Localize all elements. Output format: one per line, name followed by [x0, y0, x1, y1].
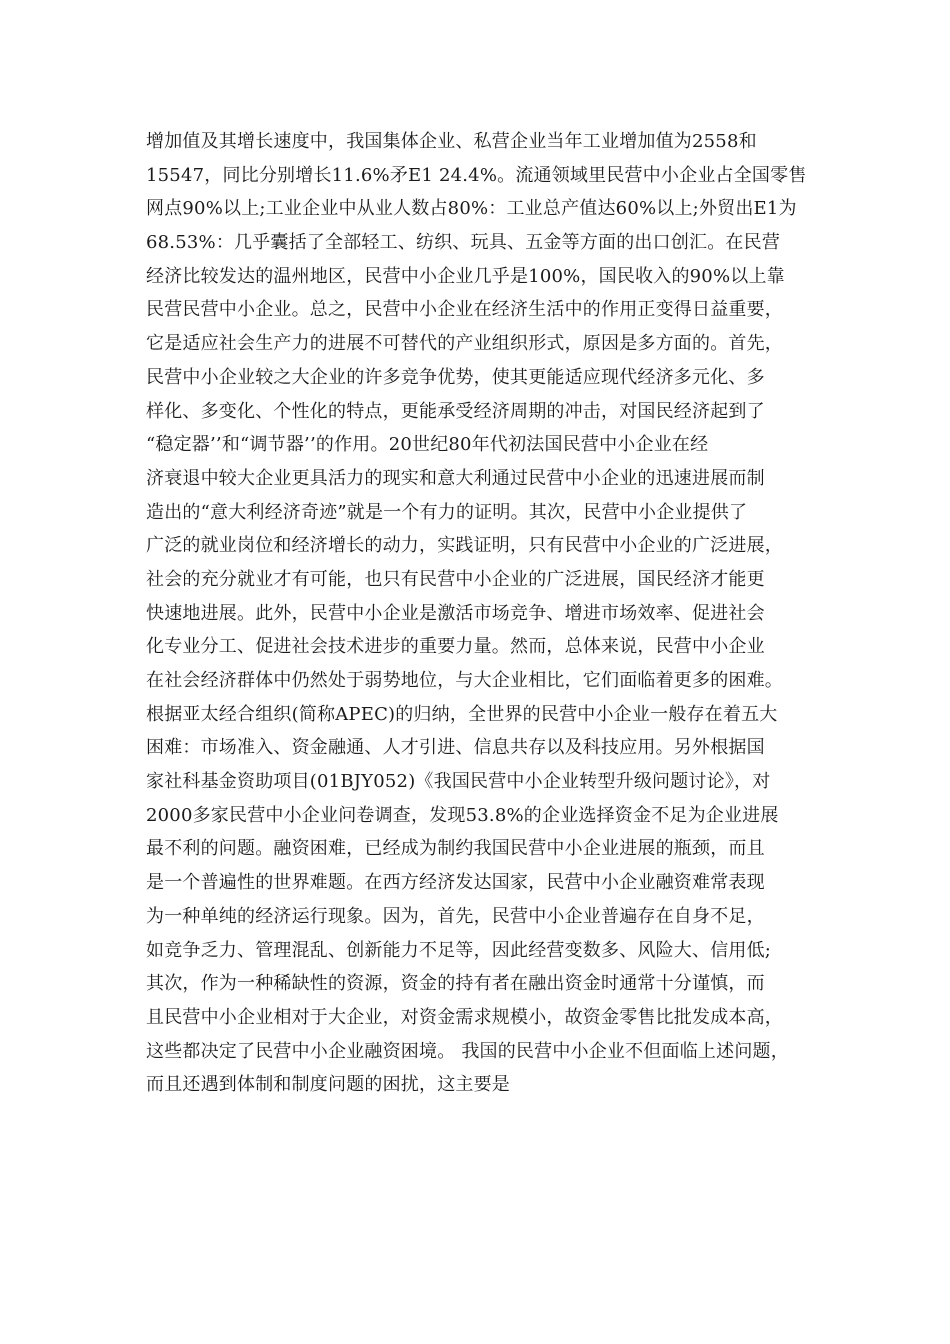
- text-line: 如竞争乏力、管理混乱、创新能力不足等，因此经营变数多、风险大、信用低;: [146, 939, 772, 961]
- text-line: 社会的充分就业才有可能，也只有民营中小企业的广泛进展，国民经济才能更: [146, 568, 765, 590]
- text-line: 根据亚太经合组织(简称APEC)的归纳，全世界的民营中小企业一般存在着五大: [146, 703, 778, 725]
- text-line: 样化、多变化、个性化的特点，更能承受经济周期的冲击，对国民经济起到了: [146, 400, 765, 422]
- text-line: 广泛的就业岗位和经济增长的动力，实践证明，只有民营中小企业的广泛进展，: [146, 535, 783, 557]
- text-line: 2000多家民营中小企业问卷调查，发现53.8%的企业选择资金不足为企业进展: [146, 804, 779, 826]
- text-line: 民营中小企业较之大企业的许多竞争优势，使其更能适应现代经济多元化、多: [146, 366, 765, 388]
- text-line: 且民营中小企业相对于大企业，对资金需求规模小，故资金零售比批发成本高，: [146, 1006, 783, 1028]
- text-line: 这些都决定了民营中小企业融资困境。 我国的民营中小企业不但面临上述问题，: [146, 1040, 789, 1062]
- text-line: 68.53%：几乎囊括了全部轻工、纺织、玩具、五金等方面的出口创汇。在民营: [146, 232, 781, 254]
- text-line: 造出的“意大利经济奇迹”就是一个有力的证明。其次，民营中小企业提供了: [146, 501, 748, 523]
- text-line: 其次，作为一种稀缺性的资源，资金的持有者在融出资金时通常十分谨慎，而: [146, 973, 765, 995]
- text-line: 困难：市场准入、资金融通、人才引进、信息共存以及科技应用。另外根据国: [146, 737, 765, 759]
- text-line: 济衰退中较大企业更具活力的现实和意大利通过民营中小企业的迅速进展而制: [146, 467, 765, 489]
- text-line: 在社会经济群体中仍然处于弱势地位，与大企业相比，它们面临着更多的困难。: [146, 670, 783, 691]
- text-line: 是一个普遍性的世界难题。在西方经济发达国家，民营中小企业融资难常表现: [146, 872, 765, 894]
- text-line: 家社科基金资助项目(01BJY052)《我国民营中小企业转型升级问题讨论》，对: [146, 771, 771, 793]
- text-line: 增加值及其增长速度中，我国集体企业、私营企业当年工业增加值为2558和: [146, 131, 757, 152]
- text-line: 15547，同比分别增长11.6%矛E1 24.4%。流通领域里民营中小企业占全国零售: [146, 164, 807, 186]
- text-line: 经济比较发达的温州地区，民营中小企业几乎是100%，国民收入的90%以上靠: [146, 265, 785, 287]
- text-line: 网点90%以上;工业企业中从业人数占80%：工业总产值达60%以上;外贸出E1为: [146, 198, 797, 220]
- text-line: 最不利的问题。融资困难，已经成为制约我国民营中小企业进展的瓶颈，而且: [146, 838, 765, 860]
- text-line: 而且还遇到体制和制度问题的困扰，这主要是: [146, 1074, 510, 1096]
- text-line: “稳定器’’和“调节器’’的作用。20世纪80年代初法国民营中小企业在经: [146, 434, 709, 456]
- text-line: 民营民营中小企业。总之，民营中小企业在经济生活中的作用正变得日益重要，: [146, 299, 783, 321]
- text-line: 为一种单纯的经济运行现象。因为，首先，民营中小企业普遍存在自身不足，: [146, 905, 765, 927]
- body-text: [146, 125, 826, 1102]
- text-line: 快速地进展。此外，民营中小企业是激活市场竞争、增进市场效率、促进社会: [146, 602, 765, 624]
- text-line: 它是适应社会生产力的进展不可替代的产业组织形式，原因是多方面的。首先，: [146, 333, 783, 355]
- text-line: 化专业分工、促进社会技术进步的重要力量。然而，总体来说，民营中小企业: [146, 636, 765, 658]
